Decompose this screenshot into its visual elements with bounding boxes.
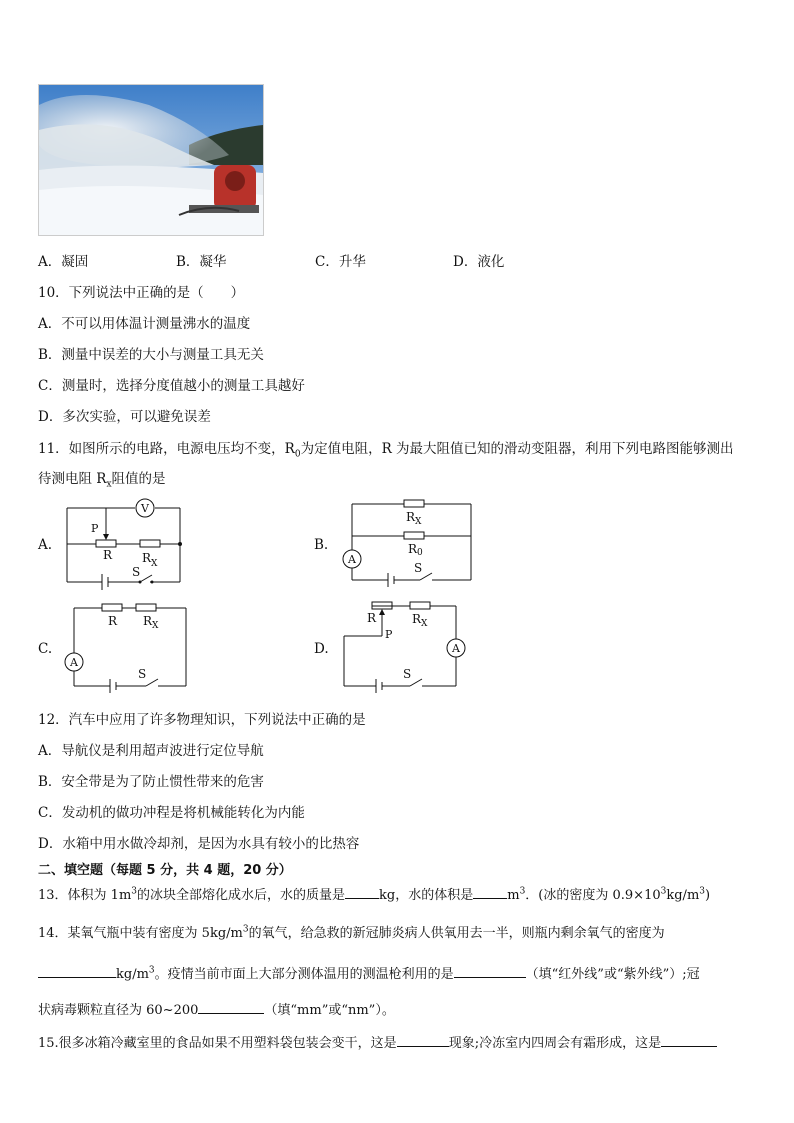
- circuit-a: [60, 496, 190, 595]
- q12-option-d: D．水箱中用水做冷却剂，是因为水具有较小的比热容: [38, 836, 360, 852]
- ammeter-label: A: [452, 642, 460, 655]
- rheostat-label: R: [367, 611, 377, 625]
- q11-label-d: D.: [314, 641, 329, 657]
- switch-label: S: [138, 667, 147, 681]
- voltmeter-label: V: [141, 502, 149, 515]
- q10-option-b: B．测量中误差的大小与测量工具无关: [38, 347, 264, 363]
- r0-label: R: [408, 542, 418, 556]
- svg-text:X: X: [151, 559, 158, 569]
- q10-option-a: A．不可以用体温计测量沸水的温度: [38, 316, 251, 332]
- svg-text:X: X: [415, 517, 422, 527]
- q14-line3: 状病毒颗粒直径为 60~200 （填“mm”或“nm”）。: [38, 1003, 395, 1018]
- rx-label: R: [412, 612, 422, 626]
- q11-label-b: B.: [314, 537, 329, 553]
- svg-text:X: X: [421, 619, 428, 629]
- q9-option-b: B．凝华: [176, 254, 227, 270]
- q15: 15.很多冰箱冷藏室里的食品如果不用塑料袋包装会变干，这是 现象;冷冻室内四周会有霜形成，这是: [38, 1032, 717, 1051]
- switch-label: S: [132, 565, 141, 579]
- circuit-d: [340, 598, 470, 697]
- svg-text:0: 0: [417, 548, 423, 558]
- rx-label: R: [142, 551, 152, 565]
- q14-line1: 14．某氧气瓶中装有密度为 $5kg/m^3$的氧气，给急救的新冠肺炎病人供氧用去一半，则瓶内剩余氧气的密度为: [38, 924, 665, 941]
- q15-blank-2[interactable]: [661, 1034, 717, 1047]
- svg-text:X: X: [152, 621, 159, 631]
- q10-option-d: D．多次实验，可以避免误差: [38, 409, 211, 425]
- q10-option-c: C．测量时，选择分度值越小的测量工具越好: [38, 378, 305, 394]
- q11-stem-line1: 11．如图所示的电路，电源电压均不变，$R_0$为定值电阻，R 为最大阻值已知的滑动变阻器，利用下列电路图能够测出: [38, 441, 734, 460]
- q12-stem: 12．汽车中应用了许多物理知识，下列说法中正确的是: [38, 712, 366, 728]
- q14-line2: $kg/m^3$。疫情当前市面上大部分测体温用的测温枪利用的是 （填“红外线”或“紫外线”）;冠: [38, 963, 700, 982]
- q13: 13．体积为 $1m^3$的冰块全部熔化成水后，水的质量是 kg，水的体积是 $m^3$．(冰的密度为 $0.9\times 10^3kg/m^3$): [38, 886, 711, 903]
- q9-option-c: C．升华: [315, 254, 366, 270]
- switch-label: S: [403, 667, 412, 681]
- rx-label: R: [143, 614, 153, 628]
- q12-option-c: C．发动机的做功冲程是将机械能转化为内能: [38, 805, 305, 821]
- q9-option-a: A．凝固: [38, 254, 89, 270]
- q10-stem: 10．下列说法中正确的是（ ）: [38, 285, 245, 301]
- switch-label: S: [414, 561, 423, 575]
- ammeter-label: A: [348, 553, 356, 566]
- rheostat-label: R: [108, 614, 118, 628]
- circuit-c: [62, 600, 197, 699]
- section-heading: 二、填空题（每题 5 分，共 4 题，20 分）: [38, 863, 292, 878]
- snow-machine-photo: [38, 84, 264, 236]
- slider-p-label: P: [91, 522, 99, 535]
- rheostat-label: R: [103, 548, 113, 562]
- q9-option-d: D．液化: [453, 254, 505, 270]
- q11-label-c: C.: [38, 641, 53, 657]
- circuit-b: [338, 496, 478, 590]
- q14-blank-2[interactable]: [454, 965, 526, 978]
- rx-label: R: [406, 510, 416, 524]
- q13-blank-2[interactable]: [473, 886, 507, 899]
- q14-blank-1[interactable]: [38, 965, 116, 978]
- q15-blank-1[interactable]: [397, 1034, 449, 1047]
- q14-blank-3[interactable]: [198, 1001, 264, 1014]
- q11-stem-line2: 待测电阻 $R_x$阻值的是: [38, 471, 166, 490]
- q11-label-a: A.: [38, 537, 53, 553]
- q12-option-b: B．安全带是为了防止惯性带来的危害: [38, 774, 264, 790]
- q12-option-a: A．导航仪是利用超声波进行定位导航: [38, 743, 264, 759]
- slider-p-label: P: [385, 628, 393, 641]
- q13-blank-1[interactable]: [345, 886, 379, 899]
- ammeter-label: A: [70, 656, 78, 669]
